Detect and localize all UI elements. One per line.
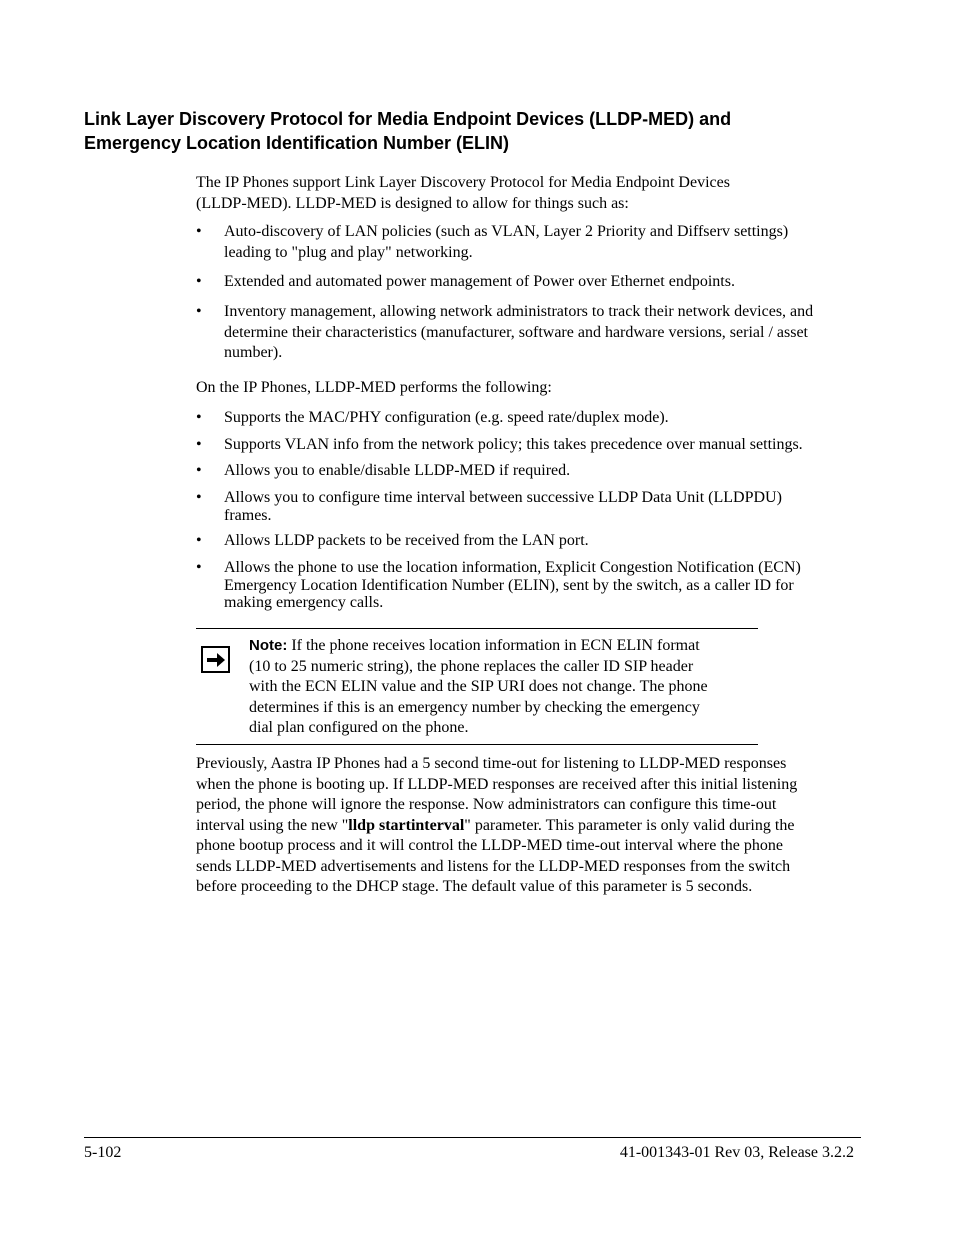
bullet-marker: • — [196, 436, 202, 453]
document-id: 41-001343-01 Rev 03, Release 3.2.2 — [619, 1144, 854, 1161]
heading-line-1: Link Layer Discovery Protocol for Media Endpoint Devices (LLDP-MED) and — [84, 109, 732, 129]
bullet-marker: • — [196, 223, 202, 240]
list-item-text: Supports VLAN info from the network policy; this takes precedence over manual settings. — [224, 436, 803, 453]
list-item-text: Extended and automated power management of Power over Ethernet endpoints. — [224, 273, 735, 290]
bullet-marker: • — [196, 303, 202, 320]
bullet-marker: • — [196, 532, 202, 549]
note-box — [196, 628, 758, 745]
bullet-marker: • — [196, 489, 202, 506]
bullet-marker: • — [196, 559, 202, 576]
list-item-text: Supports the MAC/PHY configuration (e.g. speed rate/duplex mode). — [224, 409, 669, 426]
footer-divider — [84, 1137, 861, 1138]
section-heading — [84, 107, 804, 155]
list-item-text: Allows you to enable/disable LLDP-MED if required. — [224, 462, 571, 479]
closing-paragraph: Previously, Aastra IP Phones had a 5 second time-out for listening to LLDP-MED responses when the phone is booting up. If LLDP-MED responses are received after this initial listening period, the phone will ignore the response. Now administrators can configure this time-out interval using the new "lldp startinterval" parameter. This parameter is only valid during the phone bootup process and it will control the LLDP-MED time-out interval where the phone sends LLDP-MED advertisements and listens for the LLDP-MED responses from the switch before proceeding to the DHCP stage. The default value of this parameter is 5 seconds. — [196, 755, 798, 895]
intro-line-1: The IP Phones support Link Layer Discovery Protocol for Media Endpoint Devices — [196, 174, 730, 191]
list2-lead: On the IP Phones, LLDP-MED performs the following: — [196, 379, 552, 396]
intro-paragraph — [196, 173, 856, 214]
note-label: Note: — [249, 637, 288, 654]
list-item-text: Allows LLDP packets to be received from the LAN port. — [224, 532, 589, 549]
heading-line-2: Emergency Location Identification Number (ELIN) — [84, 133, 510, 153]
page-number: 5-102 — [84, 1144, 122, 1161]
list-item-text: Auto-discovery of LAN policies (such as VLAN, Layer 2 Priority and Diffserv settings) leading to "plug and play" networking. — [224, 223, 789, 261]
list-item-text: Allows the phone to use the location information, Explicit Congestion Notification (ECN) Emergency Location Identification Number (ELIN), sent by the switch, as a caller ID for making emergency calls. — [224, 559, 801, 611]
parameter-name: lldp startinterval — [348, 816, 465, 834]
bullet-marker: • — [196, 409, 202, 426]
bullet-marker: • — [196, 462, 202, 479]
list-item-text: Allows you to configure time interval between successive LLDP Data Unit (LLDPDU) frames. — [224, 489, 782, 524]
note-text: Note: If the phone receives location information in ECN ELIN format (10 to 25 numeric string), the phone replaces the caller ID SIP header with the ECN ELIN value and the SIP URI does not change. The phone determines if this is an emergency number by checking the emergency dial plan configured on the phone. — [249, 637, 708, 736]
intro-line-2: (LLDP-MED). LLDP-MED is designed to allow for things such as: — [196, 194, 629, 212]
list-item-text: Inventory management, allowing network administrators to track their network devices, and determine their characteristics (manufacturer, software and hardware versions, serial / asset number). — [224, 303, 814, 361]
bullet-marker: • — [196, 273, 202, 290]
arrow-right-icon — [201, 646, 230, 673]
